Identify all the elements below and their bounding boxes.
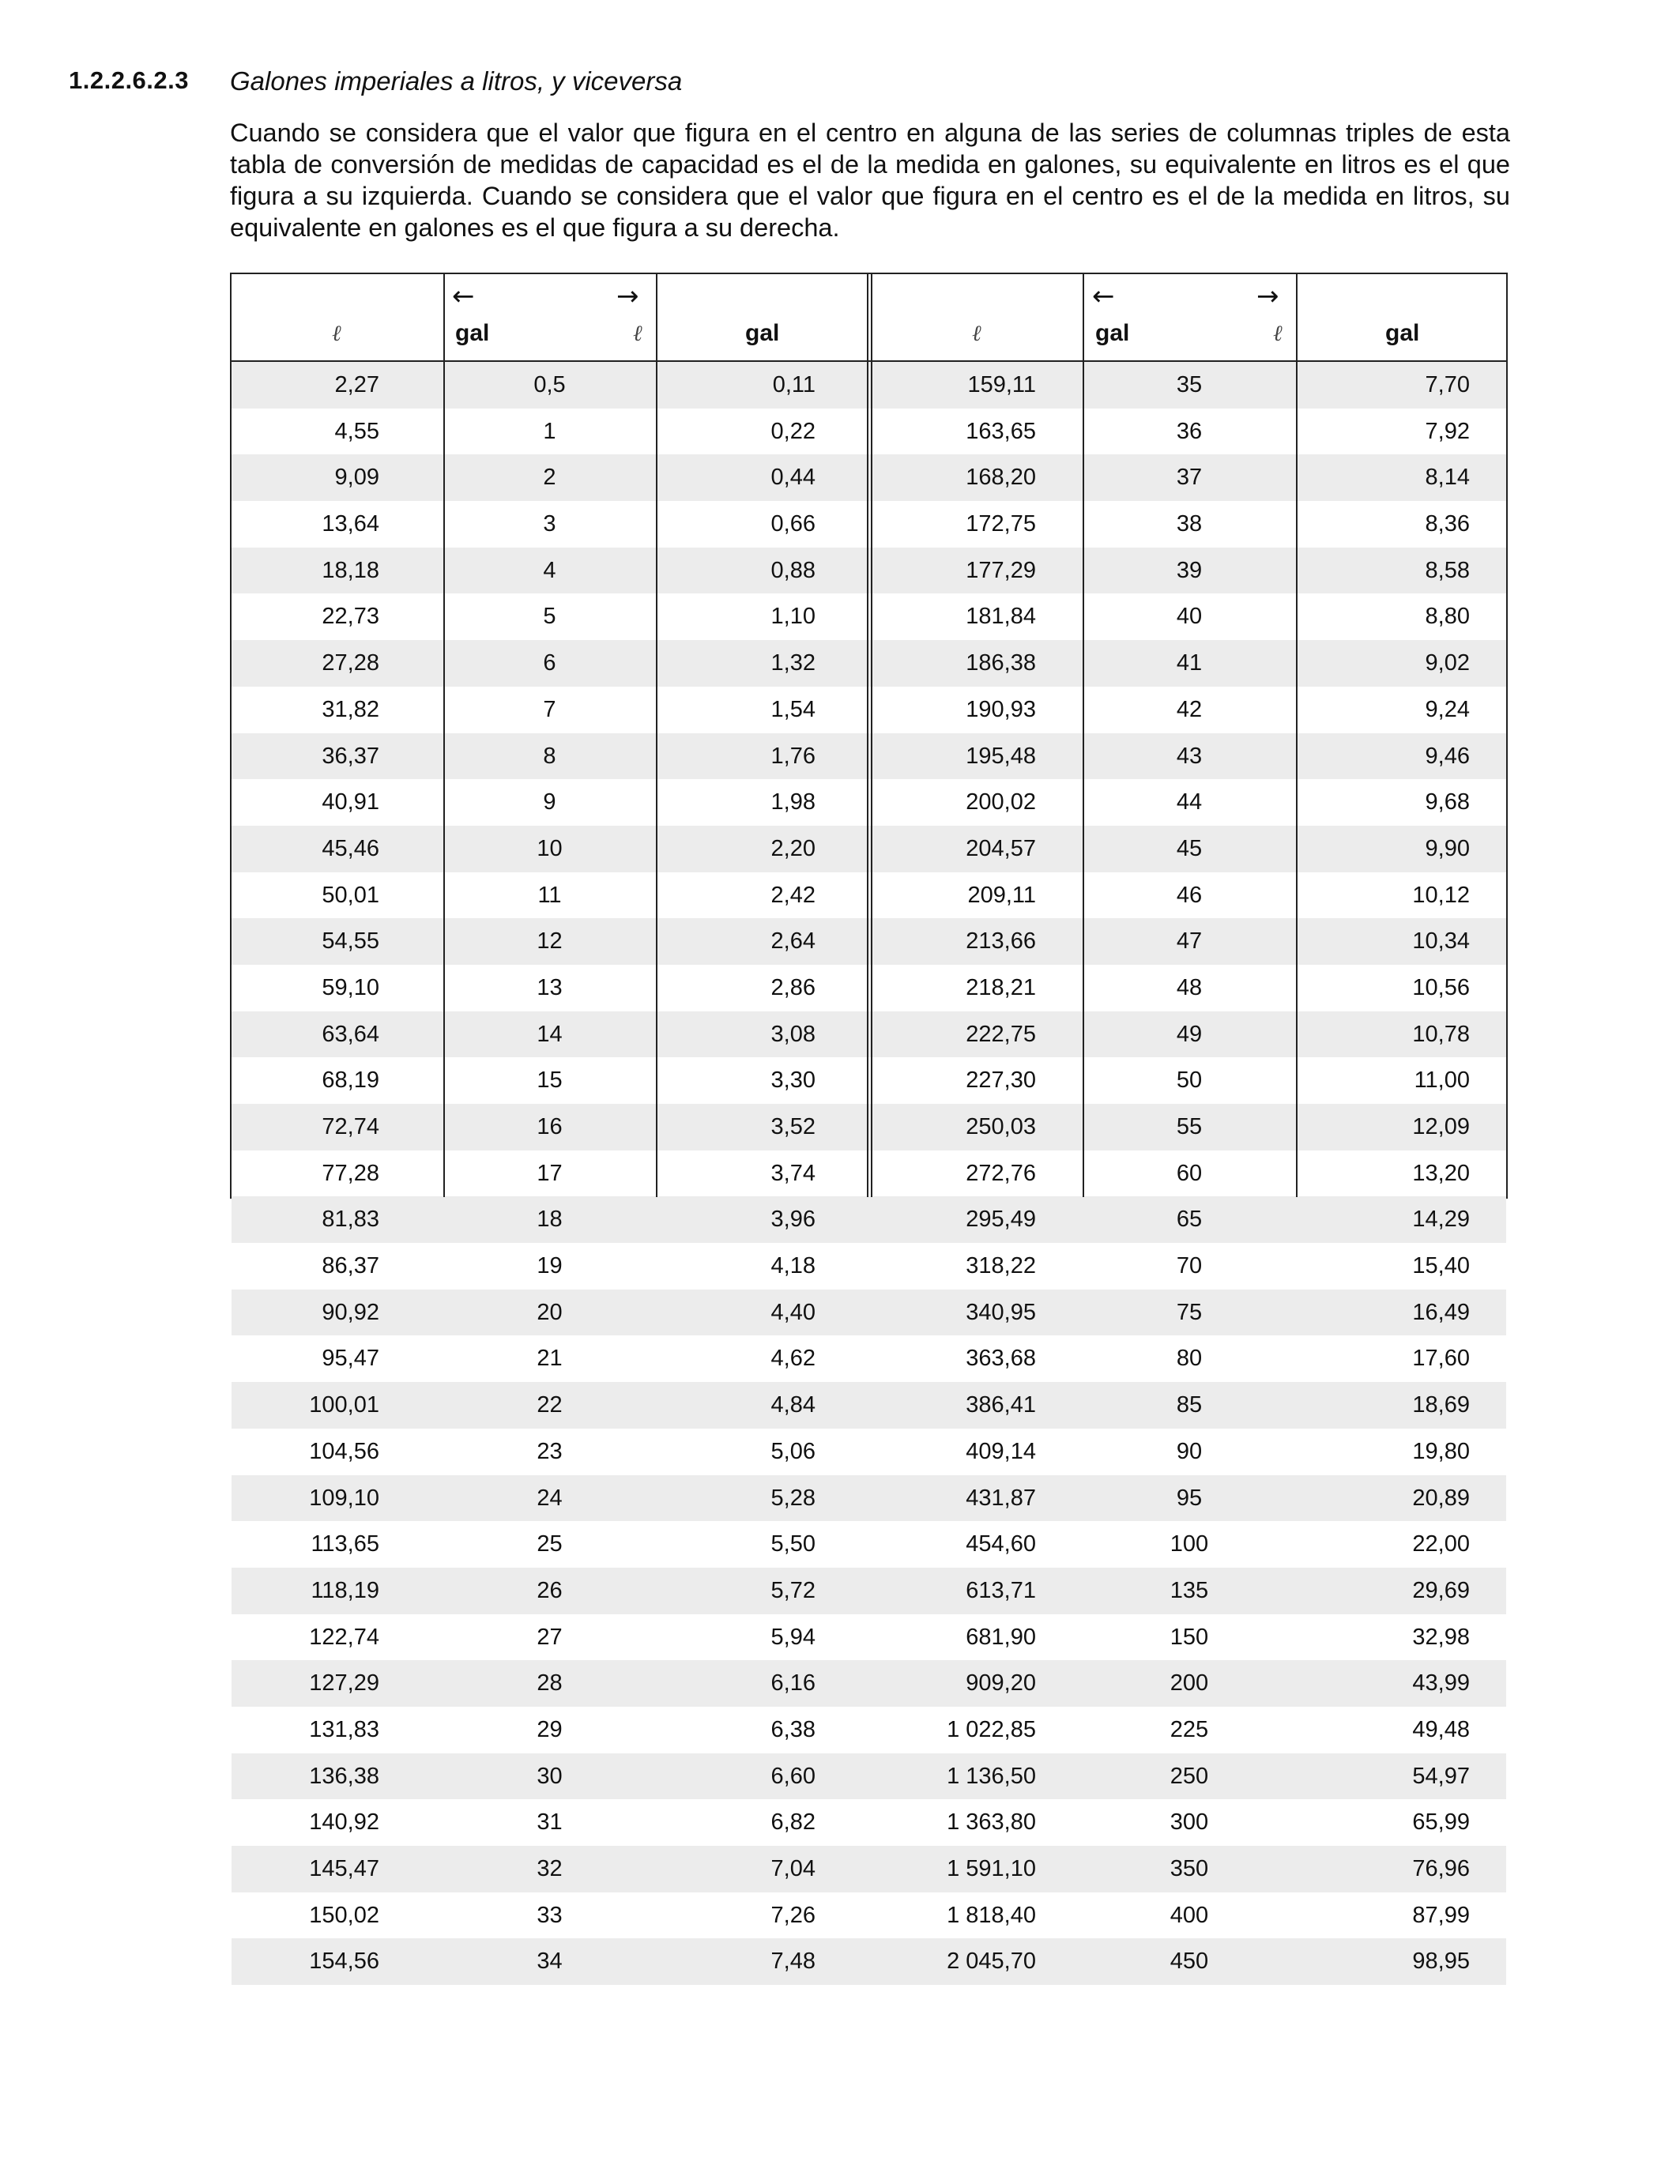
cell-center: 38 (1176, 511, 1203, 537)
cell-liters: 218,21 (966, 974, 1036, 1000)
cell-gal: 98,95 (1412, 1949, 1470, 1975)
cell-liters: 295,49 (966, 1207, 1036, 1233)
cell-liters: 386,41 (966, 1392, 1036, 1418)
cell-gal: 3,30 (770, 1068, 816, 1094)
cell-center: 44 (1176, 789, 1203, 815)
cell-center: 23 (537, 1438, 563, 1464)
section-title: Galones imperiales a litros, y viceversa (230, 66, 683, 96)
arrow-right-1: → (616, 281, 639, 312)
cell-gal: 6,16 (770, 1670, 816, 1696)
cell-gal: 0,88 (770, 557, 816, 583)
cell-center: 60 (1176, 1160, 1203, 1186)
table-row (232, 1521, 1506, 1568)
cell-center: 6 (543, 650, 556, 676)
cell-center: 34 (537, 1949, 563, 1975)
cell-liters: 272,76 (966, 1160, 1036, 1186)
cell-liters: 131,83 (309, 1716, 379, 1742)
cell-gal: 43,99 (1412, 1670, 1470, 1696)
cell-liters: 1 591,10 (947, 1856, 1036, 1881)
cell-liters: 77,28 (322, 1160, 379, 1186)
cell-liters: 127,29 (309, 1670, 379, 1696)
cell-liters: 104,56 (309, 1438, 379, 1464)
cell-center: 55 (1176, 1114, 1203, 1139)
arrow-right-2: → (1256, 281, 1279, 312)
cell-gal: 7,48 (770, 1949, 816, 1975)
cell-center: 15 (537, 1068, 563, 1094)
cell-center: 100 (1170, 1531, 1209, 1557)
cell-gal: 1,98 (770, 789, 816, 815)
cell-center: 48 (1176, 974, 1203, 1000)
cell-gal: 9,46 (1425, 743, 1470, 769)
cell-liters: 454,60 (966, 1531, 1036, 1557)
cell-gal: 8,36 (1425, 511, 1470, 537)
table-row (232, 1290, 1506, 1336)
cell-liters: 4,55 (334, 418, 379, 444)
cell-gal: 87,99 (1412, 1902, 1470, 1928)
cell-gal: 4,84 (770, 1392, 816, 1418)
cell-liters: 250,03 (966, 1114, 1036, 1139)
header-gal-1: gal (745, 320, 780, 346)
cell-gal: 3,74 (770, 1160, 816, 1186)
cell-center: 95 (1176, 1485, 1203, 1511)
cell-center: 90 (1176, 1438, 1203, 1464)
header-divider (232, 360, 1506, 362)
cell-center: 450 (1170, 1949, 1209, 1975)
cell-liters: 172,75 (966, 511, 1036, 537)
cell-center: 400 (1170, 1902, 1209, 1928)
cell-gal: 2,64 (770, 928, 816, 955)
cell-gal: 76,96 (1412, 1856, 1470, 1881)
cell-center: 225 (1170, 1716, 1209, 1742)
cell-gal: 4,40 (770, 1299, 816, 1325)
cell-liters: 209,11 (967, 882, 1036, 908)
cell-center: 85 (1176, 1392, 1203, 1418)
cell-center: 26 (537, 1577, 563, 1603)
header-center-l-1: ℓ (633, 320, 642, 346)
table-row (232, 1846, 1506, 1892)
arrow-left-1: ← (452, 281, 475, 312)
cell-liters: 72,74 (322, 1114, 379, 1139)
table-row (232, 454, 1506, 501)
cell-liters: 2,27 (334, 372, 379, 397)
cell-liters: 9,09 (334, 465, 379, 491)
header-liters-2: ℓ (972, 320, 981, 346)
cell-center: 65 (1176, 1207, 1203, 1233)
cell-liters: 36,37 (322, 743, 379, 769)
cell-liters: 150,02 (309, 1902, 379, 1928)
cell-center: 41 (1176, 650, 1203, 676)
conversion-table (230, 273, 1508, 1975)
cell-gal: 16,49 (1412, 1299, 1470, 1325)
cell-gal: 10,12 (1412, 882, 1470, 908)
cell-center: 32 (537, 1856, 563, 1881)
table-row (232, 1429, 1506, 1475)
cell-liters: 113,65 (311, 1531, 379, 1557)
cell-center: 5 (543, 604, 556, 630)
table-row (232, 1011, 1506, 1058)
cell-gal: 10,56 (1412, 974, 1470, 1000)
cell-center: 22 (537, 1392, 563, 1418)
cell-gal: 7,26 (770, 1902, 816, 1928)
table-row (232, 501, 1506, 548)
cell-liters: 409,14 (966, 1438, 1036, 1464)
table-row (232, 779, 1506, 826)
cell-gal: 11,00 (1414, 1068, 1470, 1094)
table-row (232, 1707, 1506, 1753)
cell-gal: 9,90 (1425, 835, 1470, 861)
cell-center: 24 (537, 1485, 563, 1511)
cell-gal: 0,11 (772, 372, 816, 397)
cell-center: 250 (1170, 1763, 1209, 1789)
cell-center: 1 (543, 418, 556, 444)
cell-gal: 9,02 (1425, 650, 1470, 676)
col-divider (1296, 274, 1298, 1197)
cell-gal: 5,50 (770, 1531, 816, 1557)
cell-liters: 1 363,80 (947, 1809, 1036, 1836)
cell-center: 13 (537, 974, 563, 1000)
cell-liters: 909,20 (966, 1670, 1036, 1696)
cell-center: 14 (537, 1021, 563, 1047)
cell-center: 7 (543, 696, 556, 722)
cell-gal: 3,08 (770, 1021, 816, 1047)
cell-liters: 431,87 (966, 1485, 1036, 1511)
arrow-left-2: ← (1092, 281, 1115, 312)
table-row (232, 872, 1506, 919)
cell-center: 11 (537, 882, 562, 908)
cell-liters: 122,74 (309, 1624, 379, 1650)
cell-liters: 118,19 (311, 1577, 379, 1603)
cell-gal: 5,06 (770, 1438, 816, 1464)
cell-center: 4 (543, 557, 556, 583)
cell-liters: 86,37 (322, 1253, 379, 1279)
cell-gal: 0,66 (770, 511, 816, 537)
cell-liters: 136,38 (309, 1763, 379, 1789)
cell-center: 17 (537, 1160, 563, 1186)
cell-liters: 100,01 (309, 1392, 379, 1418)
table-row (232, 687, 1506, 733)
table-row (232, 1799, 1506, 1846)
table-row (232, 918, 1506, 965)
cell-center: 30 (537, 1763, 563, 1789)
cell-liters: 13,64 (322, 511, 379, 537)
table-row (232, 1660, 1506, 1707)
cell-liters: 190,93 (966, 696, 1036, 722)
table-row (232, 733, 1506, 780)
cell-liters: 204,57 (966, 835, 1036, 861)
table-row (232, 1938, 1506, 1985)
cell-gal: 8,58 (1425, 557, 1470, 583)
table-row (232, 640, 1506, 687)
cell-center: 75 (1176, 1299, 1203, 1325)
cell-gal: 8,80 (1425, 604, 1470, 630)
cell-gal: 19,80 (1412, 1438, 1470, 1464)
cell-gal: 13,20 (1412, 1160, 1470, 1186)
table-row (232, 1475, 1506, 1522)
header-gal-2: gal (1385, 320, 1420, 346)
cell-gal: 22,00 (1412, 1531, 1470, 1557)
cell-liters: 613,71 (966, 1577, 1036, 1603)
cell-gal: 2,86 (770, 974, 816, 1000)
table-row (232, 362, 1506, 409)
cell-center: 50 (1176, 1068, 1203, 1094)
cell-gal: 5,72 (770, 1577, 816, 1603)
table-body (232, 362, 1506, 1985)
cell-liters: 31,82 (322, 696, 379, 722)
cell-gal: 6,82 (770, 1809, 816, 1836)
cell-liters: 145,47 (309, 1856, 379, 1881)
table-row (232, 1382, 1506, 1429)
col-divider (1083, 274, 1084, 1197)
cell-liters: 1 818,40 (947, 1902, 1036, 1928)
cell-gal: 10,34 (1412, 928, 1470, 955)
cell-center: 150 (1170, 1624, 1209, 1650)
cell-center: 0,5 (533, 372, 566, 397)
section-number: 1.2.2.6.2.3 (69, 66, 190, 94)
cell-liters: 200,02 (966, 789, 1036, 815)
table-row (232, 1196, 1506, 1243)
cell-center: 20 (537, 1299, 563, 1325)
cell-liters: 90,92 (322, 1299, 379, 1325)
cell-gal: 5,28 (770, 1485, 816, 1511)
cell-gal: 0,22 (770, 418, 816, 444)
cell-liters: 27,28 (322, 650, 379, 676)
cell-center: 35 (1176, 372, 1203, 397)
cell-gal: 54,97 (1412, 1763, 1470, 1789)
intro-paragraph: Cuando se considera que el valor que figura en el centro en alguna de las series de columnas triples de esta tabla de conversión de medidas de capacidad es el de la medida en galones, su equivalente en litros es el que figura a su izquierda. Cuando se considera que el valor que figura en el centro es el de la medida en litros, su equivalente en galones es el que figura a su derecha. (230, 119, 1510, 242)
cell-center: 49 (1176, 1021, 1203, 1047)
cell-center: 42 (1176, 696, 1203, 722)
table-row (232, 965, 1506, 1011)
cell-liters: 81,83 (322, 1207, 379, 1233)
cell-gal: 1,10 (770, 604, 816, 630)
cell-center: 18 (537, 1207, 563, 1233)
cell-center: 31 (537, 1809, 563, 1836)
cell-center: 43 (1176, 743, 1203, 769)
cell-gal: 12,09 (1412, 1114, 1470, 1139)
cell-gal: 1,32 (770, 650, 816, 676)
cell-gal: 4,18 (770, 1253, 816, 1279)
col-divider (443, 274, 445, 1197)
cell-gal: 14,29 (1412, 1207, 1470, 1233)
cell-gal: 49,48 (1412, 1716, 1470, 1742)
cell-gal: 6,60 (770, 1763, 816, 1789)
cell-center: 40 (1176, 604, 1203, 630)
cell-gal: 9,68 (1425, 789, 1470, 815)
cell-gal: 1,54 (770, 696, 816, 722)
cell-center: 10 (537, 835, 563, 861)
cell-liters: 318,22 (966, 1253, 1036, 1279)
cell-center: 12 (537, 928, 563, 955)
cell-liters: 168,20 (966, 465, 1036, 491)
cell-gal: 3,96 (770, 1207, 816, 1233)
cell-center: 9 (543, 789, 556, 815)
table-row (232, 826, 1506, 872)
cell-center: 135 (1170, 1577, 1209, 1603)
cell-liters: 68,19 (322, 1068, 379, 1094)
table-row (232, 1614, 1506, 1661)
cell-gal: 10,78 (1412, 1021, 1470, 1047)
cell-center: 16 (537, 1114, 563, 1139)
cell-center: 37 (1176, 465, 1203, 491)
table-row (232, 1057, 1506, 1104)
cell-gal: 7,70 (1425, 372, 1470, 397)
cell-gal: 32,98 (1412, 1624, 1470, 1650)
header-center-gal-1: gal (455, 320, 490, 346)
cell-gal: 6,38 (770, 1716, 816, 1742)
cell-center: 33 (537, 1902, 563, 1928)
header-center-l-2: ℓ (1273, 320, 1283, 346)
cell-gal: 20,89 (1412, 1485, 1470, 1511)
cell-gal: 17,60 (1412, 1346, 1470, 1372)
cell-gal: 7,92 (1425, 418, 1470, 444)
table-row (232, 1104, 1506, 1150)
header-center-gal-2: gal (1095, 320, 1130, 346)
cell-liters: 681,90 (966, 1624, 1036, 1650)
block-divider (867, 274, 868, 1197)
cell-liters: 22,73 (322, 604, 379, 630)
cell-liters: 227,30 (966, 1068, 1036, 1094)
block-divider (871, 274, 872, 1197)
cell-center: 2 (543, 465, 556, 491)
table-row (232, 409, 1506, 455)
cell-liters: 1 136,50 (947, 1763, 1036, 1789)
cell-center: 25 (537, 1531, 563, 1557)
cell-center: 47 (1176, 928, 1203, 955)
cell-liters: 340,95 (966, 1299, 1036, 1325)
table-row (232, 1892, 1506, 1939)
cell-liters: 163,65 (966, 418, 1036, 444)
cell-liters: 186,38 (966, 650, 1036, 676)
cell-center: 8 (543, 743, 556, 769)
cell-liters: 18,18 (322, 557, 379, 583)
cell-center: 200 (1170, 1670, 1209, 1696)
cell-gal: 18,69 (1412, 1392, 1470, 1418)
cell-liters: 63,64 (322, 1021, 379, 1047)
cell-center: 39 (1176, 557, 1203, 583)
cell-liters: 50,01 (322, 882, 379, 908)
cell-liters: 2 045,70 (947, 1949, 1036, 1975)
cell-liters: 159,11 (967, 372, 1036, 397)
cell-gal: 15,40 (1412, 1253, 1470, 1279)
table-row (232, 1243, 1506, 1290)
cell-center: 19 (537, 1253, 563, 1279)
cell-center: 29 (537, 1716, 563, 1742)
cell-center: 70 (1176, 1253, 1203, 1279)
table-row (232, 1150, 1506, 1197)
cell-liters: 140,92 (309, 1809, 379, 1836)
cell-gal: 65,99 (1412, 1809, 1470, 1836)
cell-gal: 4,62 (770, 1346, 816, 1372)
cell-gal: 3,52 (770, 1114, 816, 1139)
cell-center: 28 (537, 1670, 563, 1696)
cell-liters: 54,55 (322, 928, 379, 955)
table-row (232, 1753, 1506, 1800)
table-row (232, 548, 1506, 594)
cell-liters: 213,66 (966, 928, 1036, 955)
cell-gal: 29,69 (1412, 1577, 1470, 1603)
cell-gal: 7,04 (770, 1856, 816, 1881)
cell-gal: 9,24 (1425, 696, 1470, 722)
cell-liters: 40,91 (322, 789, 379, 815)
cell-gal: 2,20 (770, 835, 816, 861)
cell-gal: 1,76 (770, 743, 816, 769)
cell-liters: 222,75 (966, 1021, 1036, 1047)
cell-liters: 195,48 (966, 743, 1036, 769)
cell-gal: 0,44 (770, 465, 816, 491)
cell-liters: 177,29 (966, 557, 1036, 583)
cell-center: 45 (1176, 835, 1203, 861)
cell-center: 36 (1176, 418, 1203, 444)
cell-center: 350 (1170, 1856, 1209, 1881)
cell-liters: 154,56 (309, 1949, 379, 1975)
cell-liters: 181,84 (966, 604, 1036, 630)
cell-liters: 363,68 (966, 1346, 1036, 1372)
cell-liters: 109,10 (309, 1485, 379, 1511)
cell-liters: 45,46 (322, 835, 379, 861)
cell-center: 21 (537, 1346, 563, 1372)
cell-liters: 1 022,85 (947, 1716, 1036, 1742)
cell-center: 46 (1176, 882, 1203, 908)
cell-gal: 5,94 (770, 1624, 816, 1650)
cell-center: 27 (537, 1624, 563, 1650)
table-row (232, 593, 1506, 640)
cell-liters: 59,10 (322, 974, 379, 1000)
cell-gal: 2,42 (770, 882, 816, 908)
header-liters-1: ℓ (332, 320, 341, 346)
cell-liters: 95,47 (322, 1346, 379, 1372)
table-row (232, 1335, 1506, 1382)
cell-center: 300 (1170, 1809, 1209, 1836)
cell-center: 3 (543, 511, 556, 537)
table-row (232, 1568, 1506, 1614)
cell-gal: 8,14 (1425, 465, 1470, 491)
cell-center: 80 (1176, 1346, 1203, 1372)
col-divider (656, 274, 657, 1197)
